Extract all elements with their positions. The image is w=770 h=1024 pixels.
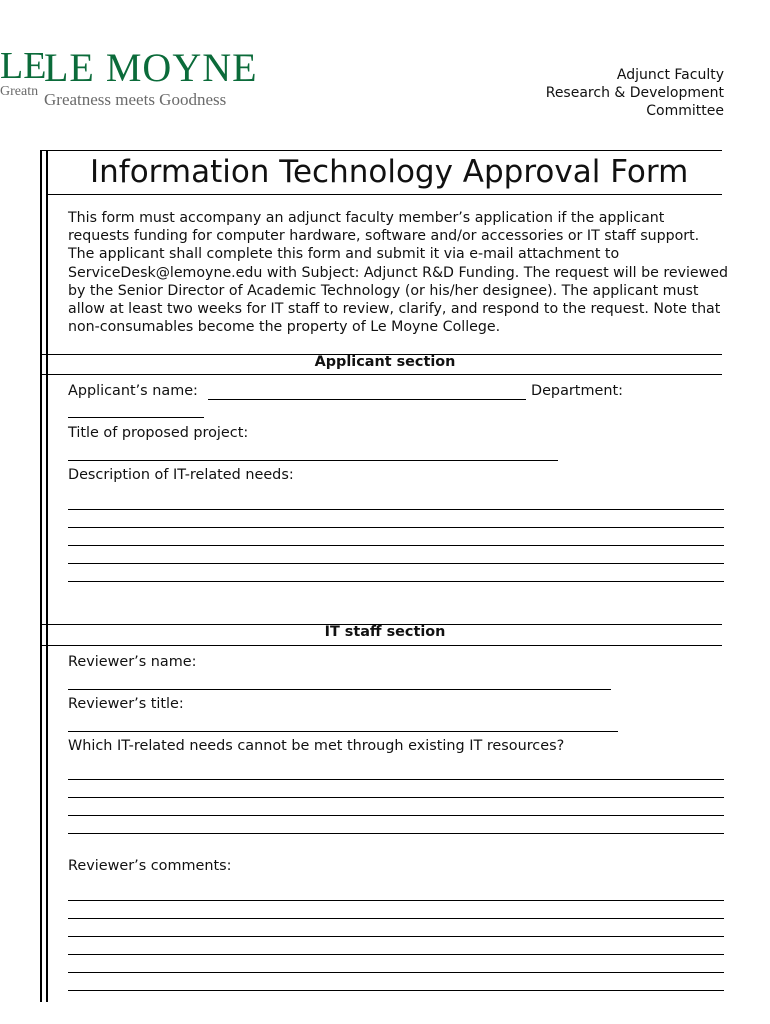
section-divider: [40, 645, 722, 646]
committee-line: Research & Development: [545, 85, 724, 101]
unmet-needs-line[interactable]: [68, 779, 724, 780]
logo-ghost-text: LE: [0, 45, 47, 87]
reviewer-title-label: Reviewer’s title:: [68, 696, 184, 712]
section-divider: [40, 374, 722, 375]
it-needs-line[interactable]: [68, 581, 724, 582]
title-divider: [46, 194, 722, 195]
applicant-name-label: Applicant’s name:: [68, 383, 198, 399]
comments-line[interactable]: [68, 972, 724, 973]
logo-tagline-ghost: Greatn: [0, 84, 39, 99]
comments-line[interactable]: [68, 918, 724, 919]
reviewer-comments-label: Reviewer’s comments:: [68, 858, 232, 874]
comments-line[interactable]: [68, 990, 724, 991]
comments-line[interactable]: [68, 936, 724, 937]
department-field[interactable]: [68, 417, 204, 418]
comments-line[interactable]: [68, 900, 724, 901]
committee-heading: [546, 66, 724, 120]
it-needs-line[interactable]: [68, 545, 724, 546]
it-needs-label: Description of IT-related needs:: [68, 467, 294, 483]
it-needs-line[interactable]: [68, 563, 724, 564]
form-title: Information Technology Approval Form: [90, 154, 689, 190]
frame-left-line: [40, 150, 42, 1002]
frame-top-line: [40, 150, 722, 151]
it-needs-line[interactable]: [68, 509, 724, 510]
unmet-needs-label: Which IT-related needs cannot be met through existing IT resources?: [68, 738, 565, 754]
le-moyne-logo: LE MOYNE: [44, 45, 258, 90]
project-title-label: Title of proposed project:: [68, 425, 249, 441]
unmet-needs-line[interactable]: [68, 815, 724, 816]
unmet-needs-line[interactable]: [68, 833, 724, 834]
committee-line: Committee: [646, 103, 724, 119]
logo-tagline: Greatness meets Goodness: [44, 90, 227, 109]
it-needs-line[interactable]: [68, 527, 724, 528]
reviewer-name-label: Reviewer’s name:: [68, 654, 197, 670]
comments-line[interactable]: [68, 954, 724, 955]
committee-line: Adjunct Faculty: [616, 67, 724, 83]
department-label: Department:: [531, 383, 623, 399]
reviewer-title-field[interactable]: [68, 731, 618, 732]
form-instructions: This form must accompany an adjunct faculty member’s application if the applicant requests funding for computer hardware, software and/or accessories or IT staff support. The applicant shall complete this form and submit it via e-mail attachment to ServiceDesk@lemoyne.edu with Subject: Adjunct R&D Funding. The request will be reviewed by the Senior Director of Academic Technology (or his/her designee). The applicant must allow at least two weeks for IT staff to review, clarify, and respond to the request. Note that non-consumables become the property of Le Moyne College.: [68, 210, 728, 336]
frame-left-line-inner: [46, 150, 48, 1002]
applicant-section-heading: Applicant section: [314, 354, 456, 370]
applicant-name-field[interactable]: [208, 399, 526, 400]
it-staff-section-heading: IT staff section: [324, 624, 446, 640]
unmet-needs-line[interactable]: [68, 797, 724, 798]
reviewer-name-field[interactable]: [68, 689, 611, 690]
project-title-field[interactable]: [68, 460, 558, 461]
